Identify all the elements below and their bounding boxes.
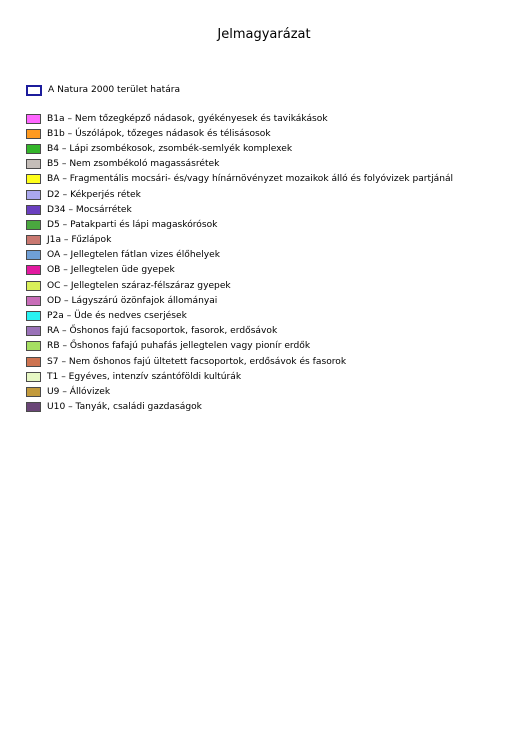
habitat-legend-list: [26, 111, 521, 415]
color-swatch: [26, 402, 41, 412]
legend-item-s7: [26, 354, 521, 369]
legend-item-d2: [26, 187, 521, 202]
legend-item-od: [26, 293, 521, 308]
legend-item-label: OD – Lágyszárú özönfajok állományai: [47, 295, 218, 306]
color-swatch: [26, 372, 41, 382]
legend-item-d34: [26, 202, 521, 217]
legend-item-t1: [26, 369, 521, 384]
legend-item-label: U9 – Állóvizek: [47, 386, 111, 397]
legend-item-label: D5 – Patakparti és lápi magaskórósok: [47, 219, 218, 230]
legend-item-label: S7 – Nem őshonos fajú ültetett facsoportok, erdősávok és fasorok: [47, 356, 347, 367]
color-swatch: [26, 341, 41, 351]
legend-item-label: BA – Fragmentális mocsári- és/vagy hínárnövényzet mozaikok álló és folyóvizek partjánál: [47, 174, 454, 185]
legend-item-label: J1a – Fűzlápok: [47, 235, 112, 246]
color-swatch: [26, 357, 41, 367]
color-swatch: [26, 205, 41, 215]
legend-item-u9: [26, 384, 521, 399]
color-swatch: [26, 114, 41, 124]
legend-item-oa: [26, 248, 521, 263]
color-swatch: [26, 326, 41, 336]
color-swatch: [26, 387, 41, 397]
legend-item-rb: [26, 339, 521, 354]
legend-item-j1a: [26, 233, 521, 248]
color-swatch: [26, 311, 41, 321]
legend-item-label: A Natura 2000 terület határa: [48, 85, 181, 95]
legend-item-label: B1b – Úszólápok, tőzeges nádasok és télisásosok: [47, 128, 271, 139]
legend-item-p2a: [26, 308, 521, 323]
legend-item-label: P2a – Üde és nedves cserjések: [47, 311, 187, 322]
legend-item-label: RA – Őshonos fajú facsoportok, fasorok, erdősávok: [47, 326, 278, 337]
legend-item-label: OA – Jellegtelen fátlan vizes élőhelyek: [47, 250, 220, 261]
legend-item-label: B1a – Nem tőzegképző nádasok, gyékényesek és tavikákások: [47, 113, 328, 124]
legend-item-ra: [26, 324, 521, 339]
legend-item-b1a: [26, 111, 521, 126]
legend-item-label: B5 – Nem zsombékoló magassásrétek: [47, 159, 220, 170]
legend-item-b5: [26, 157, 521, 172]
legend-item-d5: [26, 217, 521, 232]
legend-item-ob: [26, 263, 521, 278]
color-swatch: [26, 235, 41, 245]
legend-item-label: OC – Jellegtelen száraz-félszáraz gyepek: [47, 280, 231, 291]
legend-item-b1b: [26, 126, 521, 141]
legend-item-ba: [26, 172, 521, 187]
legend-item-oc: [26, 278, 521, 293]
legend-item-label: OB – Jellegtelen üde gyepek: [47, 265, 175, 276]
legend-item-natura-boundary: [26, 84, 180, 96]
color-swatch: [26, 250, 41, 260]
color-swatch: [26, 296, 41, 306]
boundary-outline-swatch: [26, 85, 42, 96]
color-swatch: [26, 190, 41, 200]
color-swatch: [26, 159, 41, 169]
legend-item-label: RB – Őshonos fafajú puhafás jellegtelen vagy pionír erdők: [47, 341, 311, 352]
color-swatch: [26, 174, 41, 184]
legend-item-label: T1 – Egyéves, intenzív szántóföldi kultúrák: [47, 371, 242, 382]
color-swatch: [26, 281, 41, 291]
legend-item-label: D34 – Mocsárrétek: [47, 204, 132, 215]
legend-item-label: U10 – Tanyák, családi gazdaságok: [47, 402, 202, 413]
legend-item-label: B4 – Lápi zsombékosok, zsombék-semlyék komplexek: [47, 143, 293, 154]
legend-title: Jelmagyarázat: [217, 27, 311, 42]
legend-item-u10: [26, 400, 521, 415]
color-swatch: [26, 129, 41, 139]
color-swatch: [26, 265, 41, 275]
color-swatch: [26, 144, 41, 154]
color-swatch: [26, 220, 41, 230]
legend-item-b4: [26, 141, 521, 156]
legend-item-label: D2 – Kékperjés rétek: [47, 189, 141, 200]
